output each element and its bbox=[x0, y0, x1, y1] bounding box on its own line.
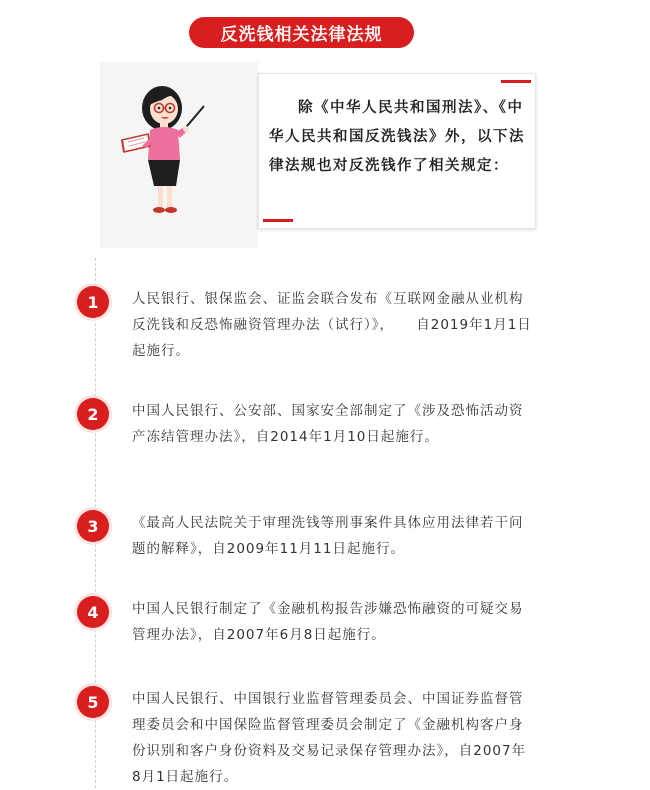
item-text: 中国人民银行、中国银行业监督管理委员会、中国证券监督管理委员会和中国保险监督管理委员会制定了《金融机构客户身份识别和客户身份资料及交易记录保存管理办法》，自2007年8月1日起施行。 bbox=[132, 691, 527, 785]
intro-accent-top bbox=[501, 80, 531, 83]
item-text: 中国人民银行、公安部、国家安全部制定了《涉及恐怖活动资产冻结管理办法》，自2014年1月10日起施行。 bbox=[132, 403, 524, 445]
item-text: 《最高人民法院关于审理洗钱等刑事案件具体应用法律若干问题的解释》，自2009年11月11日起施行。 bbox=[132, 515, 524, 557]
item-number-badge: 5 bbox=[77, 686, 109, 718]
item-number-badge: 4 bbox=[77, 596, 109, 628]
item-text: 人民银行、银保监会、证监会联合发布《互联网金融从业机构反洗钱和反恐怖融资管理办法（试行）》， 自2019年1月1日起施行。 bbox=[132, 291, 532, 359]
teacher-illustration bbox=[100, 62, 258, 248]
item-number-badge: 1 bbox=[77, 286, 109, 318]
intro-text: 除《中华人民共和国刑法》、《中华人民共和国反洗钱法》外，以下法律法规也对反洗钱作了相关规定： bbox=[269, 100, 525, 174]
page-title bbox=[189, 17, 414, 48]
item-text: 中国人民银行制定了《金融机构报告涉嫌恐怖融资的可疑交易管理办法》，自2007年6月8日起施行。 bbox=[132, 601, 524, 643]
page-title-text: 反洗钱相关法律法规 bbox=[220, 25, 383, 45]
item-number-badge: 3 bbox=[77, 510, 109, 542]
intro-accent-bottom bbox=[263, 219, 293, 222]
item-number-badge: 2 bbox=[77, 398, 109, 430]
intro-box bbox=[258, 73, 536, 229]
